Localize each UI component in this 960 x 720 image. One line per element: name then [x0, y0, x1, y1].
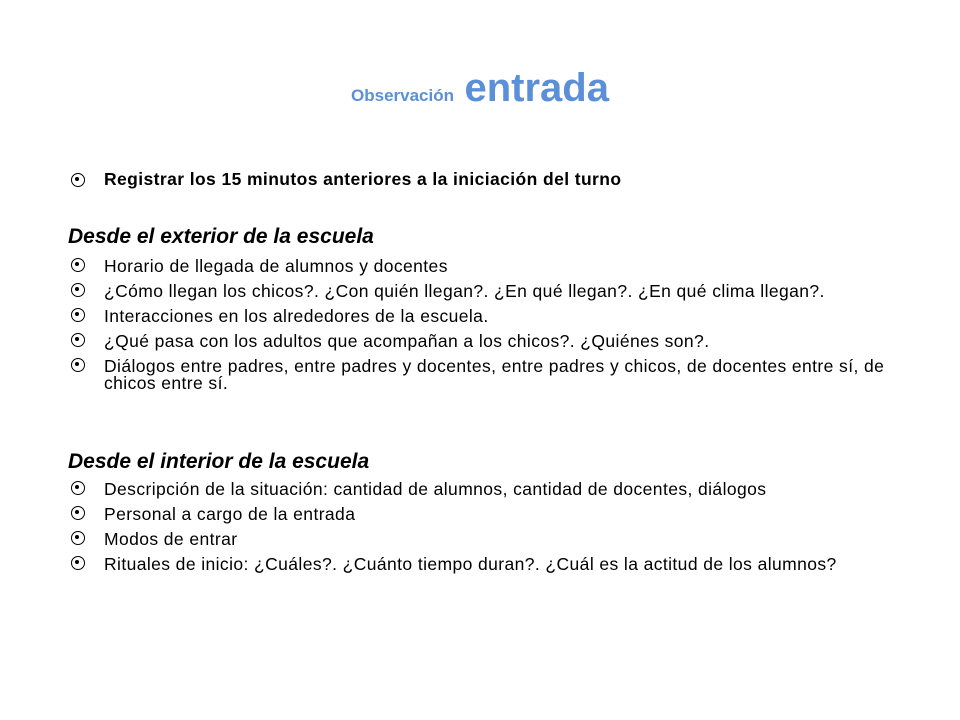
radio-bullet-icon: [71, 258, 85, 272]
radio-bullet-icon: [71, 358, 85, 372]
section-heading-interior: Desde el interior de la escuela: [68, 450, 370, 473]
list-item-text: Rituales de inicio: ¿Cuáles?. ¿Cuánto tiempo duran?. ¿Cuál es la actitud de los alumnos?: [104, 554, 837, 574]
list-item: [68, 506, 913, 523]
radio-bullet-icon: [71, 333, 85, 347]
radio-bullet-icon: [71, 308, 85, 322]
radio-bullet-icon: [71, 173, 85, 187]
list-item-text: Diálogos entre padres, entre padres y docentes, entre padres y chicos, de docentes entre sí, de chicos entre sí.: [104, 356, 885, 393]
radio-bullet-icon: [71, 556, 85, 570]
intro-item: [68, 171, 944, 188]
list-item-text: ¿Qué pasa con los adultos que acompañan a los chicos?. ¿Quiénes son?.: [104, 331, 710, 351]
list-item-text: Descripción de la situación: cantidad de alumnos, cantidad de docentes, diálogos: [104, 479, 767, 499]
radio-bullet-icon: [71, 283, 85, 297]
list-item-text: Modos de entrar: [104, 529, 238, 549]
list-item: [68, 333, 913, 350]
list-item: [68, 531, 913, 548]
slide-title: [0, 68, 960, 108]
radio-bullet-icon: [71, 481, 85, 495]
list-item: [68, 283, 913, 300]
list-item: [68, 556, 913, 573]
section-heading-exterior: Desde el exterior de la escuela: [68, 225, 374, 248]
list-item: [68, 358, 913, 392]
radio-bullet-icon: [71, 506, 85, 520]
list-item: [68, 258, 913, 275]
interior-list: [68, 481, 913, 581]
list-item-text: Interacciones en los alrededores de la escuela.: [104, 306, 489, 326]
list-item-text: Personal a cargo de la entrada: [104, 504, 356, 524]
exterior-list: [68, 258, 913, 400]
intro-text: Registrar los 15 minutos anteriores a la iniciación del turno: [104, 169, 622, 189]
list-item-text: Horario de llegada de alumnos y docentes: [104, 256, 448, 276]
title-big-word: entrada: [464, 66, 609, 110]
list-item: [68, 308, 913, 325]
list-item-text: ¿Cómo llegan los chicos?. ¿Con quién llegan?. ¿En qué llegan?. ¿En qué clima llegan?.: [104, 281, 825, 301]
title-small-word: Observación: [351, 86, 455, 105]
list-item: [68, 481, 913, 498]
radio-bullet-icon: [71, 531, 85, 545]
